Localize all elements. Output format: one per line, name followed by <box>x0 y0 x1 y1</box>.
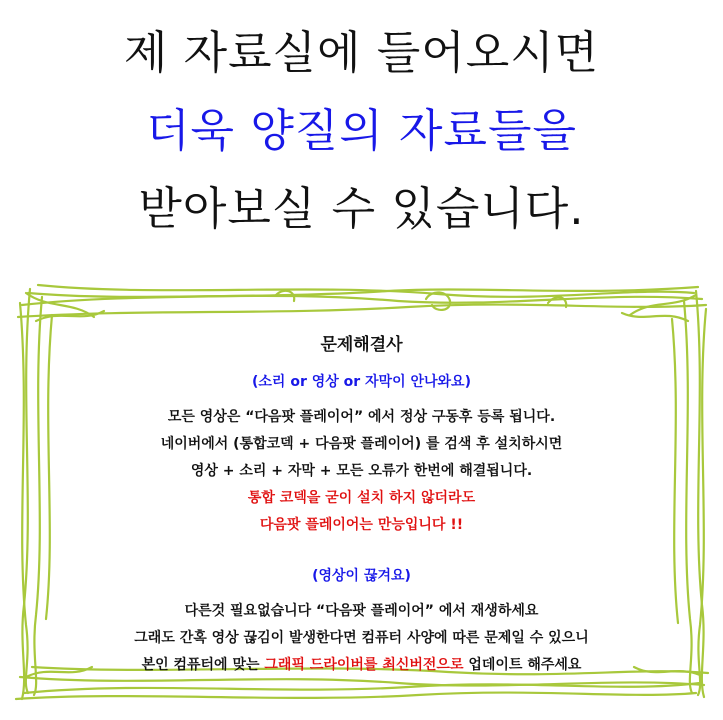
section-gap <box>40 539 683 565</box>
mixed-post: 업데이트 해주세요 <box>463 657 582 673</box>
section-2-heading: (영상이 끊겨요) <box>312 568 411 584</box>
headline-line-1: 제 자료실에 들어오시면 <box>123 26 600 79</box>
headline-line-3: 받아보실 수 있습니다. <box>138 182 585 235</box>
section-1-warn-2: 다음팟 플레이어는 만능입니다 !! <box>259 517 464 533</box>
section-1-line-1: 모든 영상은 “다음팟 플레이어” 에서 정상 구동후 등록 됩니다. <box>167 409 556 425</box>
section-1-line-2: 네이버에서 (통합코덱 + 다음팟 플레이어) 를 검색 후 설치하시면 <box>160 436 563 452</box>
note-block <box>40 330 683 679</box>
section-1-line-3: 영상 + 소리 + 자막 + 모든 오류가 한번에 해결됩니다. <box>190 463 533 479</box>
section-2-mixed-line <box>40 652 683 679</box>
section-1-warn-1: 통합 코덱을 굳이 설치 하지 않더라도 <box>247 490 476 506</box>
headline-line-2: 더욱 양질의 자료들을 <box>146 104 577 157</box>
mixed-pre: 본인 컴퓨터에 맞는 <box>141 657 265 673</box>
section-2-line-2: 그래도 간혹 영상 끊김이 발생한다면 컴퓨터 사양에 따른 문제일 수 있으니 <box>134 630 589 646</box>
headline-block <box>0 14 723 248</box>
note-title: 문제해결사 <box>320 335 403 355</box>
mixed-red: 그래픽 드라이버를 최신버전으로 <box>264 657 464 673</box>
section-1-heading: (소리 or 영상 or 자막이 안나와요) <box>252 374 471 390</box>
section-2-line-1: 다른것 필요없습니다 “다음팟 플레이어” 에서 재생하세요 <box>184 603 539 619</box>
